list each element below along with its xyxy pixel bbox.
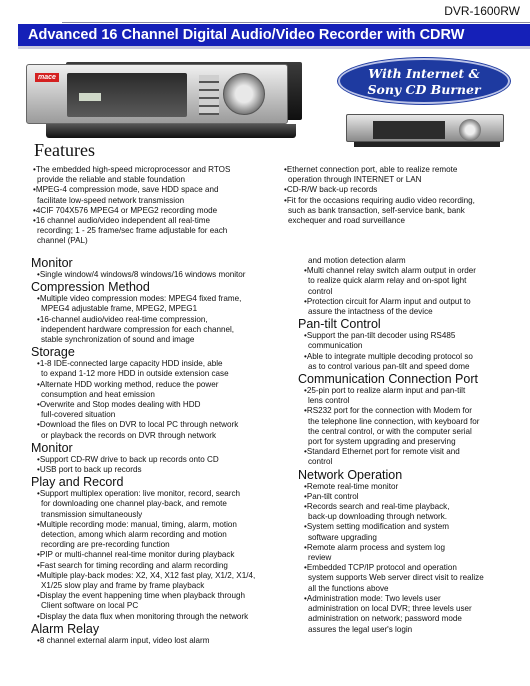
bullet-item: • Ethernet connection port, able to realize remote bbox=[284, 165, 524, 175]
bullet-item: • Remote alarm process and system log bbox=[298, 543, 520, 553]
bullet-item: • 16 channel audio/video independent all real-time bbox=[33, 216, 279, 226]
bullet-continuation: or playback the records on DVR through network bbox=[41, 430, 217, 440]
jog-dial-icon bbox=[223, 73, 265, 115]
bullet-item: • USB port to back up records bbox=[31, 465, 294, 475]
bullet-continuation: provide the reliable and stable foundation bbox=[37, 175, 186, 185]
bullet-continuation: recording are pre-recording function bbox=[41, 540, 170, 550]
bullet-item: • Alternate HDD working method, reduce the power bbox=[31, 380, 294, 390]
bullet-item: • Support the pan-tilt decoder using RS485 bbox=[298, 331, 520, 341]
bullet-item: • Administration mode: Two levels user bbox=[298, 594, 520, 604]
bullet-continuation: lens control bbox=[308, 396, 350, 406]
bullet-item: • PIP or multi-channel real-time monitor during playback bbox=[31, 550, 294, 560]
section-title: Alarm Relay bbox=[31, 621, 100, 636]
bullet-continuation: MPEG4 adjustable frame, MPEG2, MPEG1 bbox=[41, 304, 198, 314]
section-title: Play and Record bbox=[31, 475, 124, 490]
bullet-item: • System setting modification and system bbox=[298, 522, 520, 532]
bullet-continuation: all the functions above bbox=[308, 583, 389, 593]
bullet-item: • The embedded high-speed microprocessor and RTOS bbox=[33, 165, 279, 175]
bullet-continuation: transmission simultaneously bbox=[41, 509, 143, 519]
bullet-continuation: channel (PAL) bbox=[37, 236, 88, 246]
bullet-continuation: control bbox=[308, 286, 333, 296]
section-title: Network Operation bbox=[298, 467, 403, 482]
section-title: Monitor bbox=[31, 440, 73, 455]
bullet-continuation: port for system upgrading and preserving bbox=[308, 437, 456, 447]
bullet-continuation: communication bbox=[308, 341, 363, 351]
badge-line-2: Sony CD Burner bbox=[367, 82, 481, 97]
small-dial-icon bbox=[459, 119, 481, 141]
bullet-item: • Remote real-time monitor bbox=[298, 482, 520, 492]
bullet-item: • Download the files on DVR to local PC through network bbox=[31, 420, 294, 430]
bullet-item: • Multiple video compression modes: MPEG4 fixed frame, bbox=[31, 294, 294, 304]
dvr-product-photo bbox=[26, 60, 306, 150]
bullet-item: • Single window/4 windows/8 windows/16 windows monitor bbox=[31, 270, 294, 280]
bullet-item: • Fast search for timing recording and alarm recording bbox=[31, 561, 294, 571]
badge-line-1: With Internet & bbox=[368, 66, 480, 81]
bullet-item: • 25-pin port to realize alarm input and pan-tilt bbox=[298, 386, 520, 396]
bullet-continuation: X1/25 slow play and frame by frame playback bbox=[41, 581, 205, 591]
bullet-item: • CD-R/W back-up records bbox=[284, 185, 524, 195]
section-title: Monitor bbox=[31, 256, 73, 270]
bullet-continuation: independent hardware compression for each channel, bbox=[41, 324, 235, 334]
bullet-continuation: Client software on local PC bbox=[41, 601, 139, 611]
bullet-continuation: consumption and heat emission bbox=[41, 389, 155, 399]
bullet-continuation: stable synchronization of sound and image bbox=[41, 335, 195, 345]
bullet-item: • 1-8 IDE-connected large capacity HDD inside, able bbox=[31, 359, 294, 369]
bullet-item: • Display the data flux when monitoring through the network bbox=[31, 612, 294, 622]
bullet-continuation: recording; 1 - 25 frame/sec frame adjustable for each bbox=[37, 226, 228, 236]
bullet-item: • 16-channel audio/video real-time compression, bbox=[31, 315, 294, 325]
bullet-continuation: full-covered situation bbox=[41, 410, 116, 420]
bullet-continuation: the telephone line connection, with keyboard for bbox=[308, 416, 480, 426]
bullet-continuation: administration on local DVR; three levels user bbox=[308, 604, 472, 614]
features-right-column bbox=[298, 256, 520, 635]
bullet-item: • Pan-tilt control bbox=[298, 492, 520, 502]
section-title: Pan-tilt Control bbox=[298, 317, 381, 332]
brand-logo: mace bbox=[35, 73, 59, 82]
bullet-item: • RS232 port for the connection with Modem for bbox=[298, 406, 520, 416]
bullet-item: • Multiple play-back modes: X2, X4, X12 fast play, X1/2, X1/4, bbox=[31, 571, 294, 581]
bullet-item: • MPEG-4 compression mode, save HDD space and bbox=[33, 185, 279, 195]
features-left-column bbox=[31, 256, 294, 646]
bullet-continuation: review bbox=[308, 553, 332, 563]
bullet-continuation: as to control various pan-tilt and speed dome bbox=[308, 361, 470, 371]
bullet-item: • Support CD-RW drive to back up records onto CD bbox=[31, 455, 294, 465]
section-title: Storage bbox=[31, 345, 75, 360]
bullet-continuation: such as bank transaction, self-service bank, bank bbox=[288, 205, 465, 215]
bullet-item: • Multi channel relay switch alarm output in order bbox=[298, 266, 520, 276]
bullet-continuation: operation through INTERNET or LAN bbox=[288, 175, 422, 185]
bullet-item: • Protection circuit for Alarm input and output to bbox=[298, 297, 520, 307]
bullet-continuation: assures the legal user's login bbox=[308, 624, 413, 634]
bullet-continuation: back-up downloading through network. bbox=[308, 512, 448, 522]
dvr-keypad bbox=[199, 75, 219, 115]
bullet-item: • Able to integrate multiple decoding protocol so bbox=[298, 352, 520, 362]
bullet-continuation: system supports Web server direct visit to realize bbox=[308, 573, 484, 583]
bullet-continuation: the central control, or with the computer serial bbox=[308, 426, 472, 436]
bullet-continuation: software upgrading bbox=[308, 532, 377, 542]
bullet-item: • Records search and real-time playback, bbox=[298, 502, 520, 512]
bullet-item: • Overwrite and Stop modes dealing with HDD bbox=[31, 400, 294, 410]
bullet-continuation: facilitate low-speed network transmission bbox=[37, 195, 185, 205]
section-title: Compression Method bbox=[31, 280, 150, 295]
banner-underline bbox=[18, 46, 530, 49]
bullet-continuation: control bbox=[308, 457, 333, 467]
dvr-display bbox=[79, 93, 101, 101]
title-banner: Advanced 16 Channel Digital Audio/Video Recorder with CDRW bbox=[18, 24, 530, 46]
internet-cd-badge bbox=[338, 58, 510, 104]
bullet-continuation: to expand 1-12 more HDD in outside extension case bbox=[41, 369, 229, 379]
dvr-small-photo bbox=[346, 112, 506, 148]
bullet-continuation: administration on network; password mode bbox=[308, 614, 462, 624]
header-rule bbox=[62, 22, 530, 23]
dvr-front-panel bbox=[26, 64, 288, 124]
bullet-continuation: exchequer and road surveillance bbox=[288, 216, 405, 226]
section-title: Communication Connection Port bbox=[298, 372, 478, 387]
bullet-continuation: and motion detection alarm bbox=[308, 256, 406, 265]
bullet-item: • 4CIF 704X576 MPEG4 or MPEG2 recording mode bbox=[33, 206, 279, 216]
bullet-item: • Fit for the occasions requiring audio video recording, bbox=[284, 196, 524, 206]
features-intro-right bbox=[284, 165, 524, 226]
model-number: DVR-1600RW bbox=[444, 4, 520, 18]
features-heading: Features bbox=[34, 140, 95, 160]
bullet-continuation: to realize quick alarm relay and on-spot light bbox=[308, 276, 467, 286]
bullet-continuation: assure the intactness of the device bbox=[308, 307, 433, 317]
bullet-item: • Support multiplex operation: live monitor, record, search bbox=[31, 489, 294, 499]
bullet-item: • Display the event happening time when playback through bbox=[31, 591, 294, 601]
bullet-continuation: for downloading one channel play-back, and remote bbox=[41, 499, 227, 509]
bullet-item: • Multiple recording mode: manual, timing, alarm, motion bbox=[31, 520, 294, 530]
bullet-item: • 8 channel external alarm input, video lost alarm bbox=[31, 636, 294, 646]
features-intro-left bbox=[33, 165, 279, 247]
bullet-item: • Standard Ethernet port for remote visit and bbox=[298, 447, 520, 457]
bullet-item: • Embedded TCP/IP protocol and operation bbox=[298, 563, 520, 573]
bullet-continuation: detection, among which alarm recording and motion bbox=[41, 530, 227, 540]
